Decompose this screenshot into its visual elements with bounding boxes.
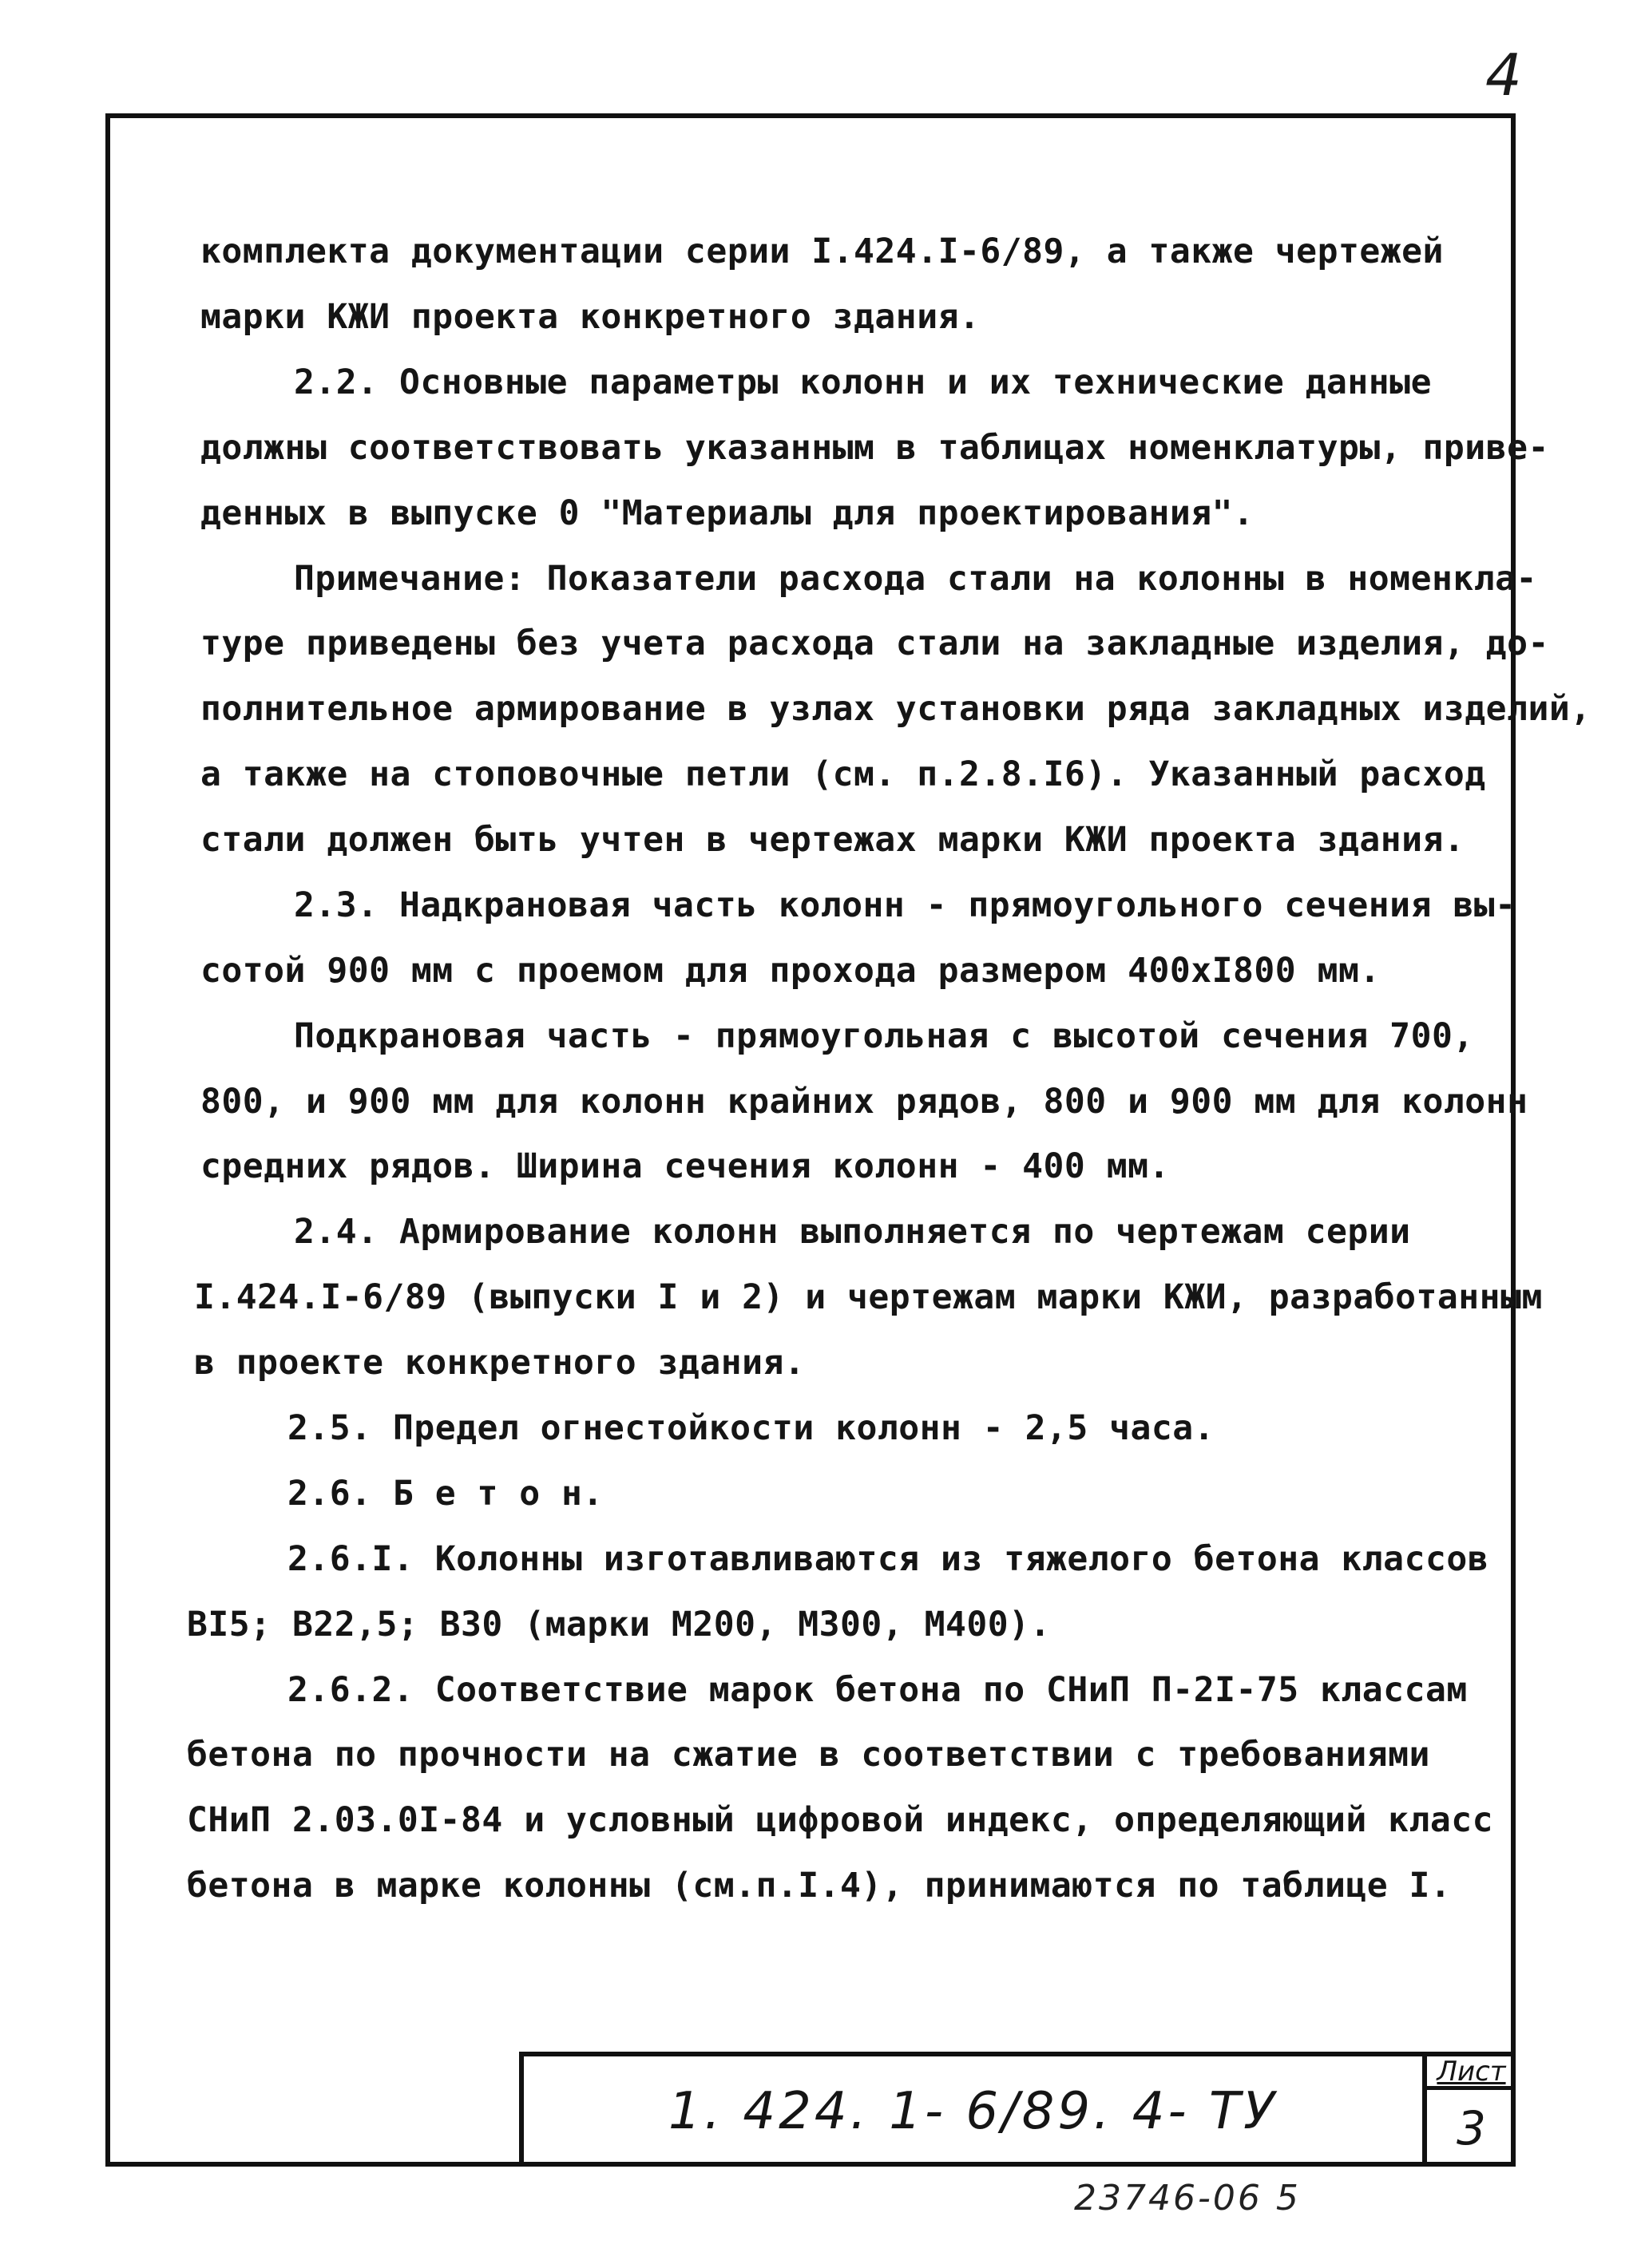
text-line: Подкрановая часть - прямоугольная с высотой сечения 700, [294, 1016, 1474, 1056]
text-line: 2.6.2. Соответствие марок бетона по СНиП П-2I-75 классам [287, 1670, 1468, 1710]
body-text [110, 118, 1592, 2162]
text-line: бетона в марке колонны (см.п.I.4), принимаются по таблице I. [187, 1866, 1452, 1906]
text-line: должны соответствовать указанным в таблицах номенклатуры, приве- [200, 428, 1549, 468]
text-line: 2.6.I. Колонны изготавливаются из тяжелого бетона классов [287, 1539, 1489, 1579]
text-line: марки КЖИ проекта конкретного здания. [200, 297, 981, 337]
sheet-label: Лист [1427, 2056, 1516, 2090]
text-line: Примечание: Показатели расхода стали на колонны в номенкла- [294, 559, 1537, 599]
text-line: в проекте конкретного здания. [194, 1343, 806, 1383]
text-line: а также на стоповочные петли (см. п.2.8.I6). Указанный расход [200, 754, 1486, 794]
text-line: 2.2. Основные параметры колонн и их технические данные [294, 362, 1432, 402]
text-line: 2.5. Предел огнестойкости колонн - 2,5 часа. [287, 1408, 1215, 1448]
margin-mark-upper [105, 495, 109, 631]
text-line: 2.6. Б е т о н. [287, 1474, 604, 1514]
text-line: I.424.I-6/89 (выпуски I и 2) и чертежам марки КЖИ, разработанным [194, 1277, 1543, 1317]
text-line: BI5; B22,5; B30 (марки М200, М300, М400). [187, 1605, 1051, 1645]
document-frame [105, 113, 1592, 2167]
text-line: 2.4. Армирование колонн выполняется по чертежам серии [294, 1212, 1411, 1252]
sheet-number: 3 [1457, 2101, 1486, 2155]
text-line: денных в выпуске 0 "Материалы для проектирования". [200, 493, 1255, 533]
text-line: 2.3. Надкрановая часть колонн - прямоугольного сечения вы- [294, 885, 1516, 925]
text-line: 800, и 900 мм для колонн крайних рядов, 800 и 900 мм для колонн [200, 1082, 1528, 1122]
text-line: СНиП 2.03.0I-84 и условный цифровой индекс, определяющий класс [187, 1800, 1494, 1840]
text-line: средних рядов. Ширина сечения колонн - 400 мм. [200, 1146, 1170, 1186]
document-code: 1. 424. 1- 6/89. 4- ТУ [668, 2082, 1278, 2141]
text-line: комплекта документации серии I.424.I-6/89, а также чертежей [200, 232, 1444, 271]
sheet-cell [1422, 2056, 1516, 2167]
text-line: полнительное армирование в узлах установки ряда закладных изделий, [200, 689, 1592, 729]
title-block [519, 2052, 1516, 2167]
inventory-number: 23746-06 5 [1074, 2178, 1301, 2219]
text-line: стали должен быть учтен в чертежах марки КЖИ проекта здания. [200, 820, 1465, 860]
margin-mark-lower [105, 1756, 109, 2012]
text-line: туре приведены без учета расхода стали на закладные изделия, до- [200, 623, 1549, 663]
text-line: сотой 900 мм с проемом для прохода размером 400xI800 мм. [200, 951, 1381, 991]
page-number: 4 [1485, 42, 1522, 109]
text-line: бетона по прочности на сжатие в соответствии с требованиями [187, 1735, 1430, 1775]
